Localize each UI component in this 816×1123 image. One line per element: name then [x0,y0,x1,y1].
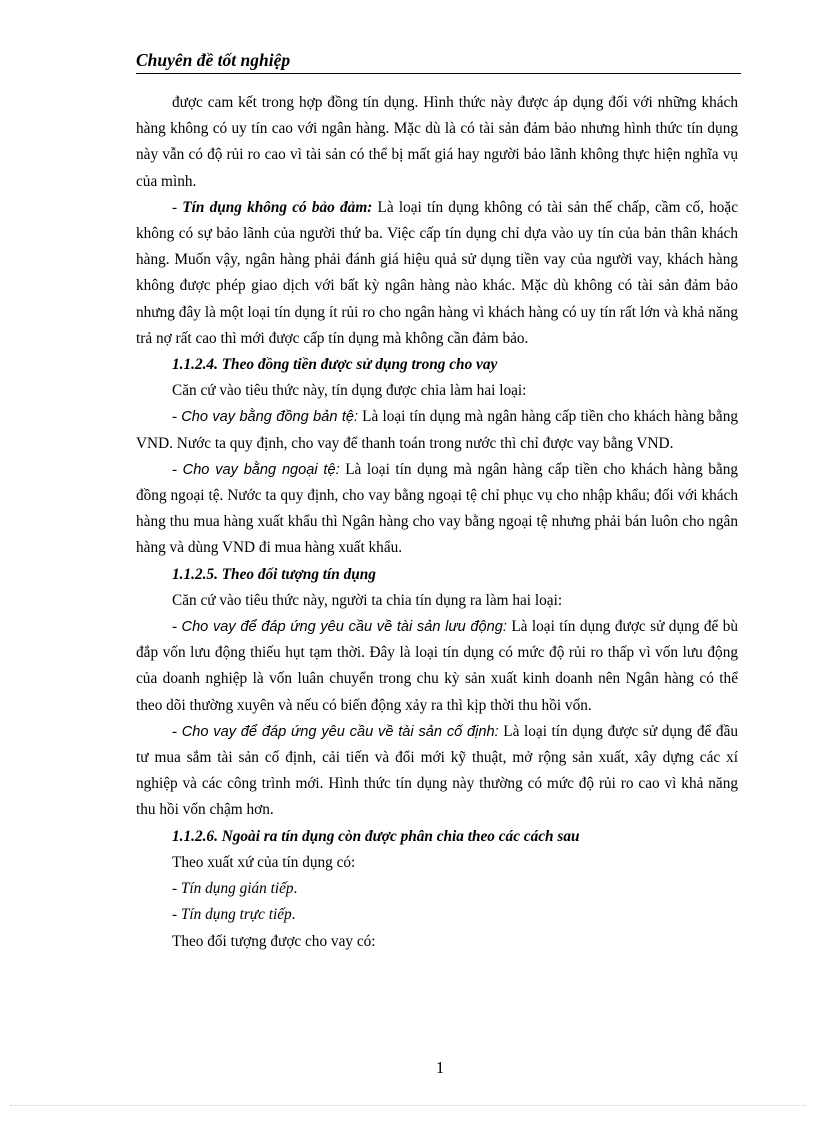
list-item [136,876,738,902]
section-heading: 1.1.2.5. Theo đối tượng tín dụng [172,565,376,583]
term-label: Tín dụng không có bảo đảm: [182,198,373,216]
page-number: 1 [435,1058,445,1077]
section-heading: 1.1.2.4. Theo đồng tiền được sử dụng trong cho vay [172,356,498,374]
paragraph: Căn cứ vào tiêu thức này, tín dụng được chia làm hai loại: [172,382,527,400]
page-header [136,50,741,74]
dash: - [172,460,183,478]
document-body [136,90,738,955]
term-label: Cho vay bằng ngoại tệ: [182,461,340,478]
term-text: Là loại tín dụng mà ngân hàng cấp tiền cho khách hàng bằng VND. Nước ta quy định, cho vay để thanh toán trong nước thì chỉ được vay bằng VND. [136,408,738,452]
list-item [136,902,738,928]
dash: - [172,198,183,216]
term-label: Tín dụng gián tiếp [180,880,294,898]
header-title: Chuyên đề tốt nghiệp [136,50,291,70]
term-text: Là loại tín dụng được sử dụng để đầu tư mua sắm tài sản cố định, cải tiến và đổi mới kỹ thuật, mở rộng sản xuất, xây dựng các xí nghiệp và các công trình mới. Hình thức tín dụng này thường có mức độ rủi ro cao vì khả năng thu hồi vốn chậm hơn. [136,722,739,819]
paragraph-unsecured-credit [136,195,738,352]
paragraph-fixed-assets [136,719,738,824]
period: . [293,880,298,898]
paragraph: Theo xuất xứ của tín dụng có: [172,853,356,871]
dash: - [172,722,182,740]
paragraph: được cam kết trong hợp đồng tín dụng. Hình thức này được áp dụng đối với những khách hàng không có uy tín cao với ngân hàng. Mặc dù là có tài sản đảm bảo nhưng hình thức tín dụng này vẫn có độ rủi ro cao vì tài sản có thể bị mất giá hay người bảo lãnh không thực hiện nghĩa vụ của mình. [136,94,738,190]
dash: - [172,618,182,636]
term-label: Tín dụng trực tiếp [180,906,292,924]
paragraph-current-assets [136,614,738,719]
section-heading: 1.1.2.6. Ngoài ra tín dụng còn được phân chia theo các cách sau [172,827,580,845]
term-label: Cho vay để đáp ứng yêu cầu về tài sản cố định: [181,723,499,740]
dash: - [172,408,182,426]
term-label: Cho vay bằng đồng bản tệ: [181,409,359,426]
paragraph: Căn cứ vào tiêu thức này, người ta chia tín dụng ra làm hai loại: [172,591,563,609]
term-text: Là loại tín dụng mà ngân hàng cấp tiền cho khách hàng bằng đồng ngoại tệ. Nước ta quy định, cho vay bằng ngoại tệ chỉ phục vụ cho nhập khẩu; đối với khách hàng thu mua hàng xuất khẩu thì Ngân hàng cho vay bằng ngoại tệ nhưng phải bán luôn cho ngân hàng và dùng VND đi mua hàng xuất khẩu. [136,460,738,557]
page-break-divider [10,1105,806,1106]
dash: - [172,880,181,898]
term-text: Là loại tín dụng không có tài sản thế chấp, cầm cố, hoặc không có sự bảo lãnh của người thứ ba. Việc cấp tín dụng chỉ dựa vào uy tín của bản thân khách hàng. Muốn vậy, ngân hàng phải đánh giá hiệu quả sử dụng tiền vay của người vay, khách hàng không được phép giao dịch với bất kỳ ngân hàng nào khác. Mặc dù không có tài sản đảm bảo nhưng đây là một loại tín dụng ít rủi ro cho ngân hàng vì khách hàng có uy tín rất lớn và khả năng trả nợ rất cao thì mới được cấp tín dụng mà không cần đảm bảo. [136,198,738,347]
paragraph-foreign-currency [136,457,738,562]
paragraph-local-currency [136,404,738,456]
term-text: Là loại tín dụng được sử dụng để bù đắp vốn lưu động thiếu hụt tạm thời. Đây là loại tín dụng có mức độ rủi ro thấp vì vốn lưu động của doanh nghiệp là vốn luân chuyển trong chu kỳ sản xuất kinh doanh nên Ngân hàng có thể theo dõi thường xuyên và nếu có biến động xảy ra thì kịp thời thu hồi vốn. [136,618,738,714]
period: . [291,906,296,924]
paragraph: Theo đối tượng được cho vay có: [172,932,376,950]
dash: - [172,906,181,924]
term-label: Cho vay để đáp ứng yêu cầu về tài sản lưu động: [181,619,507,636]
